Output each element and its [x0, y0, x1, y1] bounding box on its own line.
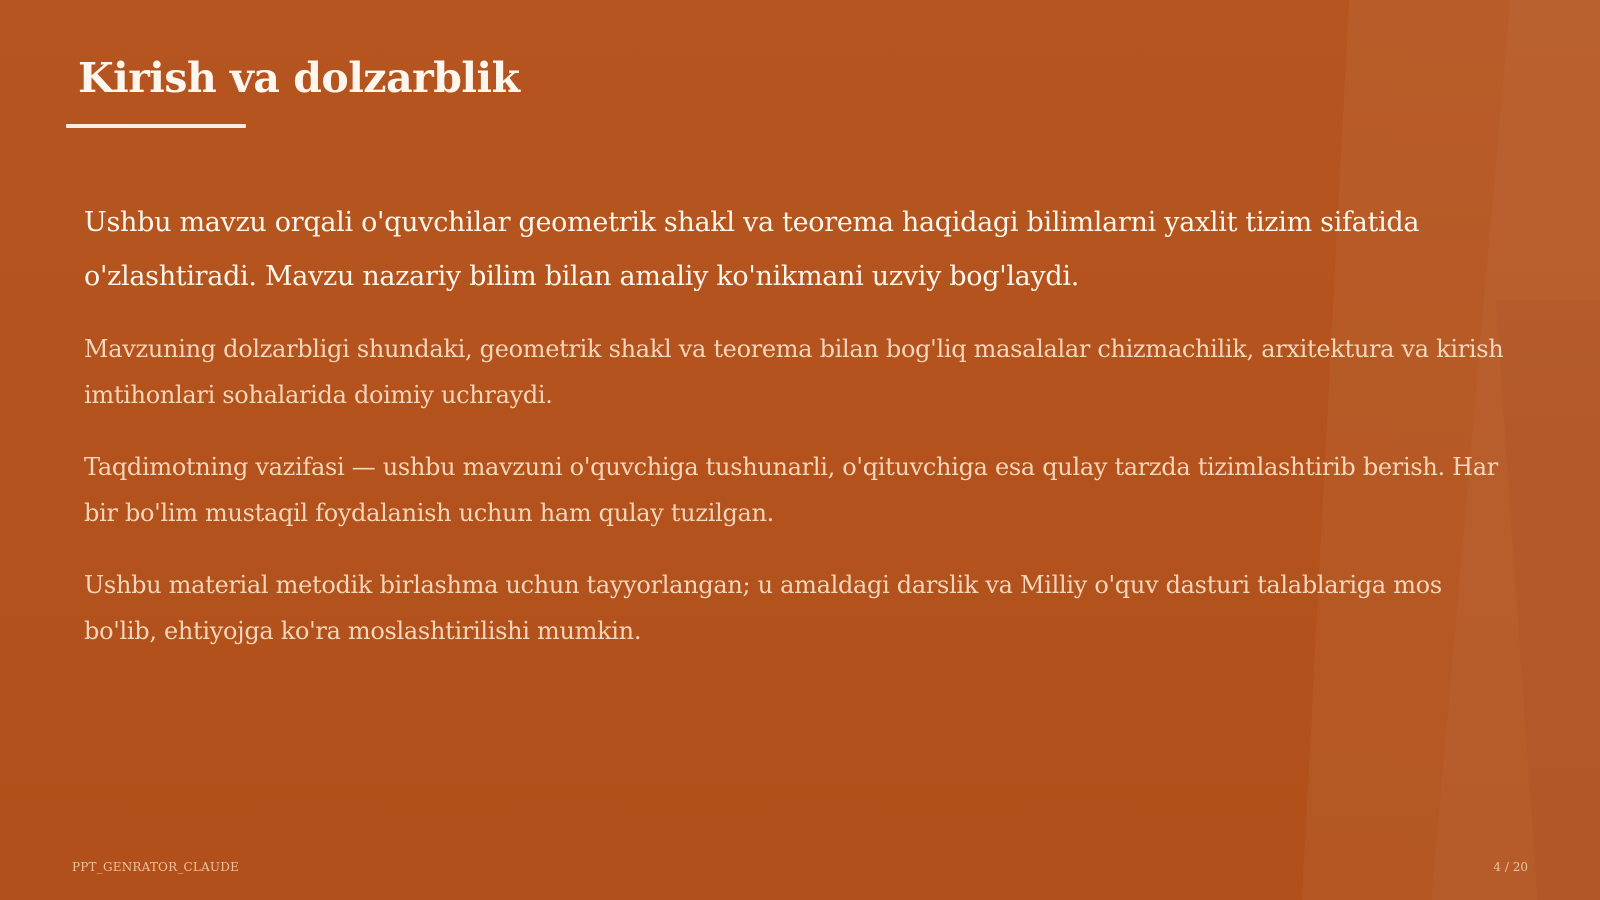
page-indicator: 4 / 20: [1493, 860, 1528, 874]
lead-paragraph: Ushbu mavzu orqali o'quvchilar geometrik shakl va teorema haqidagi bilimlarni yaxlit tizim sifatida o'zlashtiradi. Mavzu nazariy bilim bilan amaliy ko'nikmani uzviy bog'laydi.: [84, 207, 1420, 292]
body-paragraph-material: Ushbu material metodik birlashma uchun tayyorlangan; u amaldagi darslik va Milliy o'quv dasturi talablariga mos bo'lib, ehtiyojga ko'ra moslashtirilishi mumkin.: [84, 571, 1442, 645]
slide-title: Kirish va dolzarblik: [78, 54, 520, 102]
background-decor-band: [1496, 300, 1600, 900]
slide-body: [84, 196, 1504, 680]
body-paragraph-purpose: Taqdimotning vazifasi — ushbu mavzuni o'quvchiga tushunarli, o'qituvchiga esa qulay tarzda tizimlashtirib berish. Har bir bo'lim mustaqil foydalanish uchun ham qulay tuzilgan.: [84, 453, 1498, 527]
body-paragraph-relevance: Mavzuning dolzarbligi shundaki, geometrik shakl va teorema bilan bog'liq masalalar chizmachilik, arxitektura va kirish imtihonlari sohalarida doimiy uchraydi.: [84, 335, 1504, 409]
footer-brand: PPT_GENRATOR_CLAUDE: [72, 860, 240, 874]
title-underline: [66, 124, 246, 128]
